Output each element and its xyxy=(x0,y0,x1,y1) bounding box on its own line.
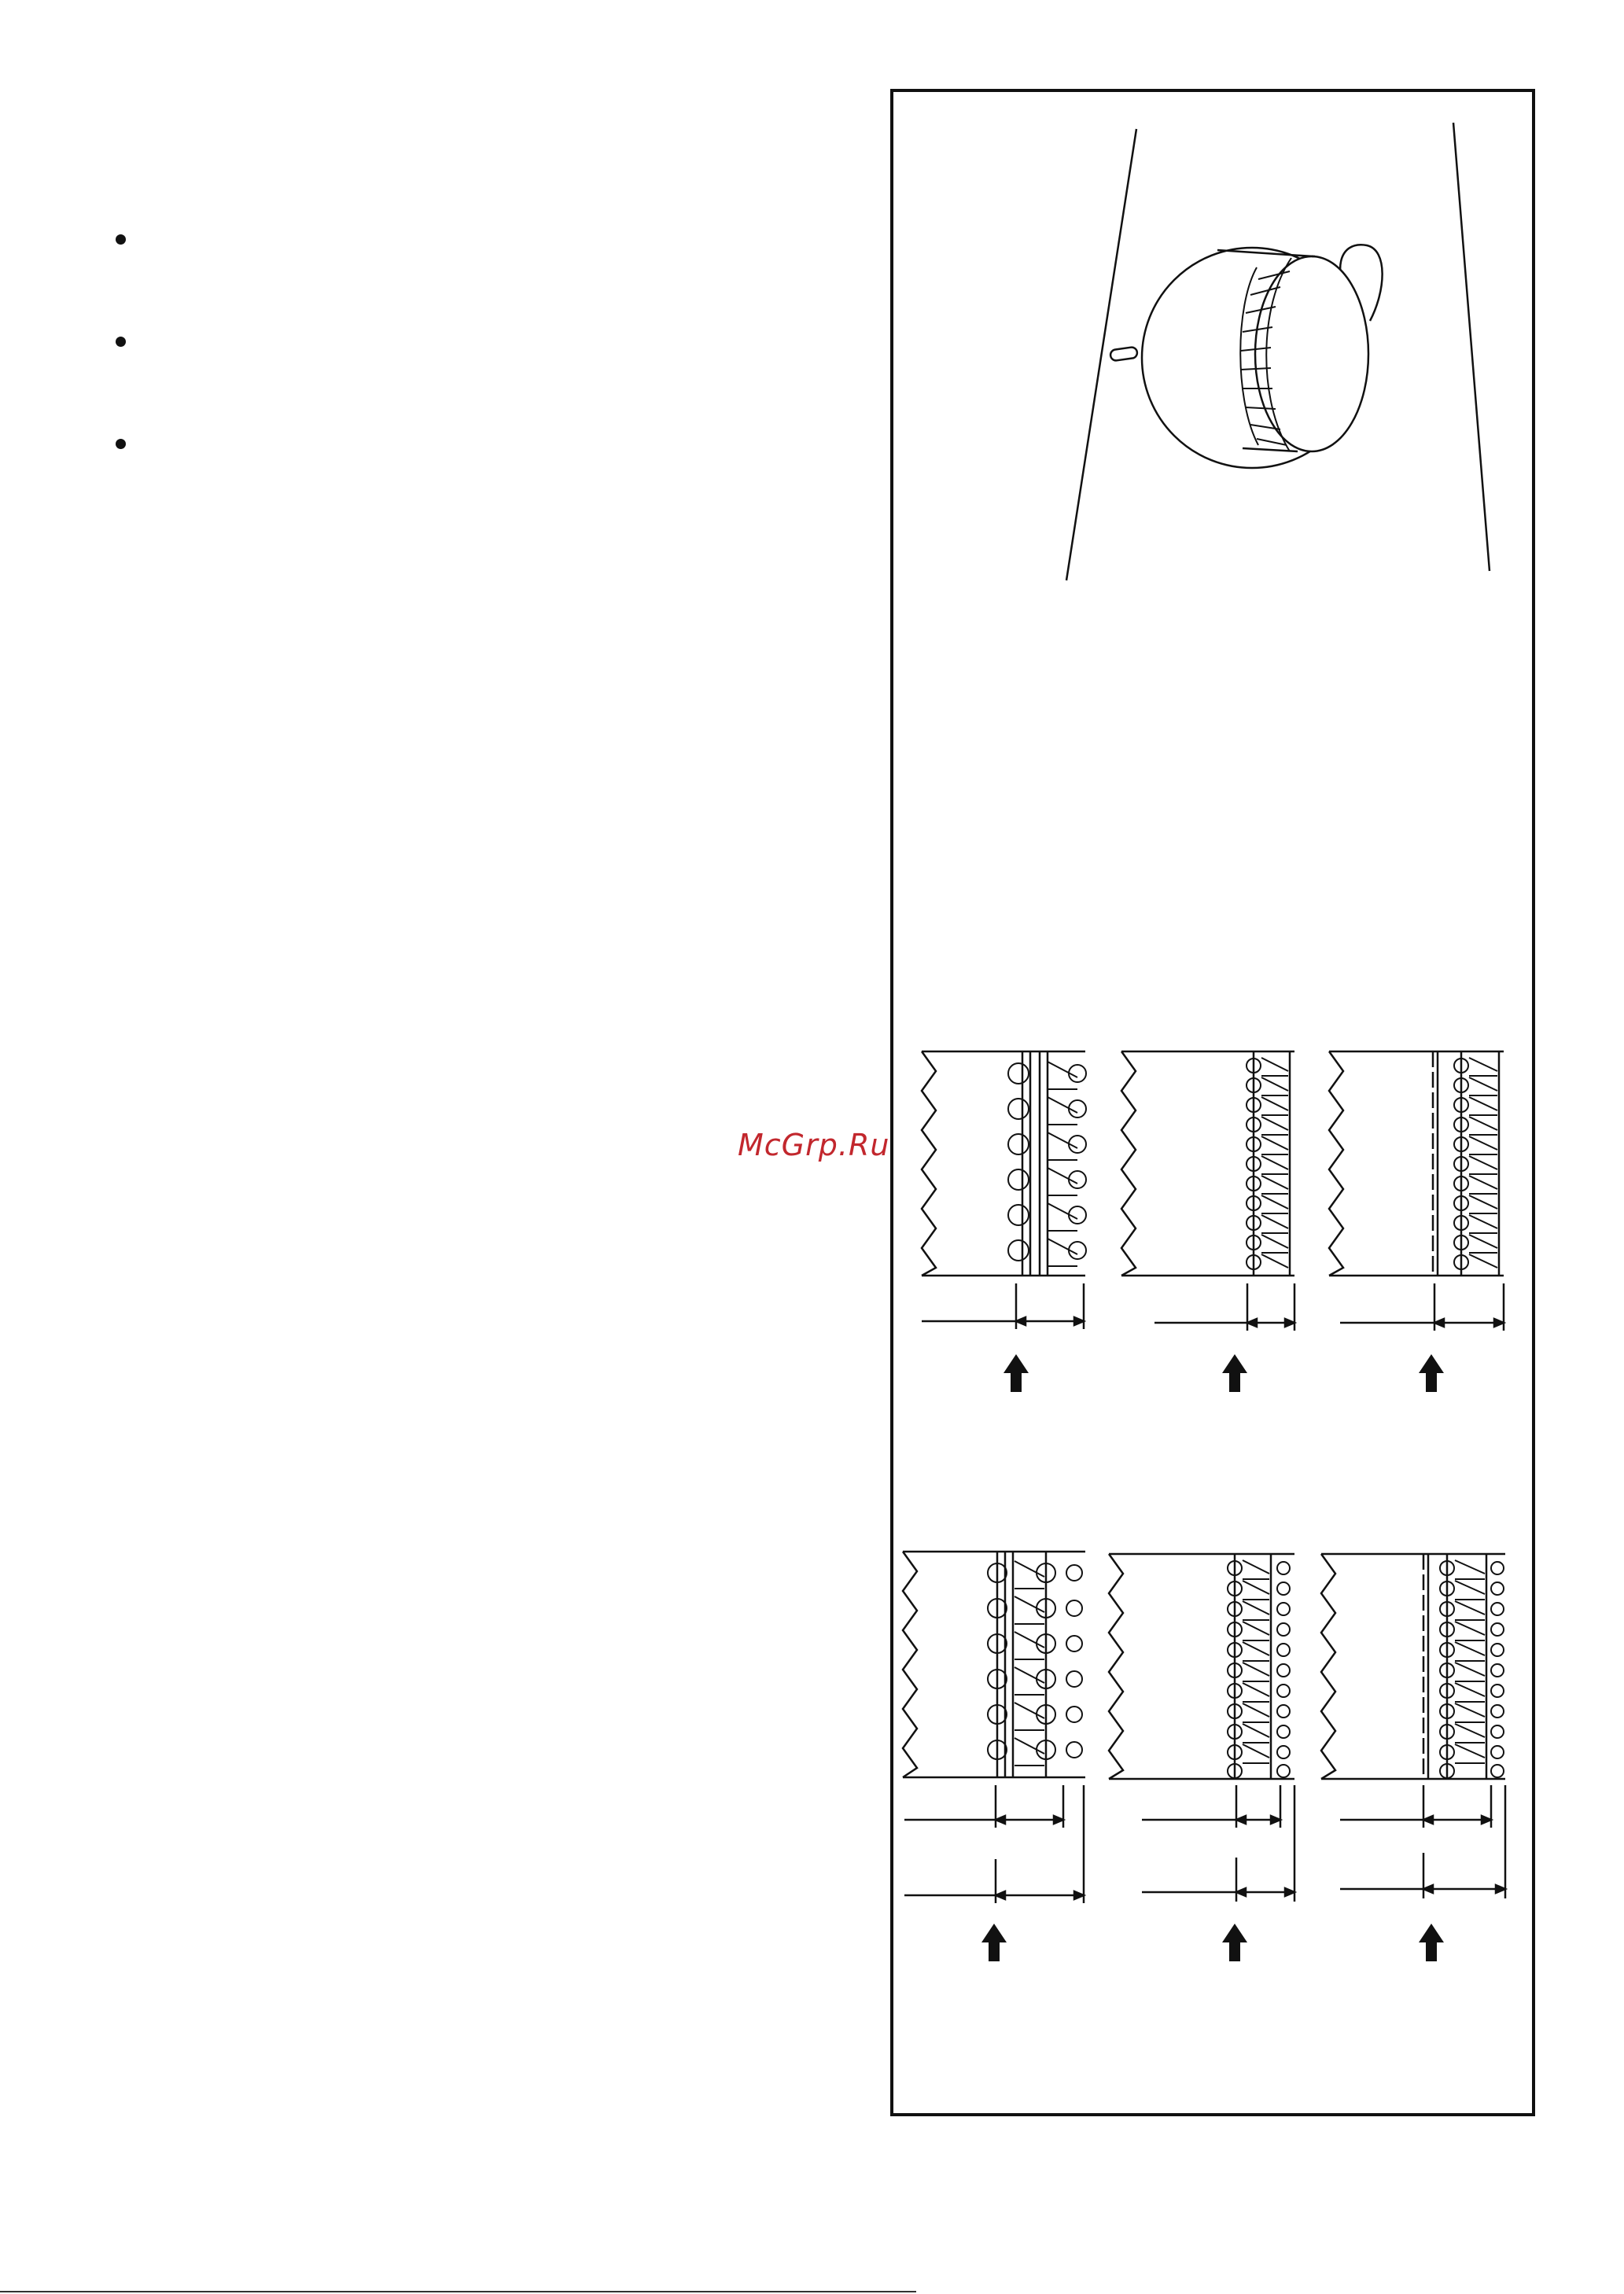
up-arrow-icon xyxy=(1003,1354,1029,1392)
bullet-marker xyxy=(116,439,126,449)
bottom-rule xyxy=(0,2291,916,2292)
stitch-sample-d xyxy=(903,1552,1085,1903)
stitch-sample-f xyxy=(1321,1554,1505,1898)
up-arrow-icon xyxy=(1419,1924,1444,1961)
up-arrow-icon xyxy=(981,1924,1007,1961)
up-arrow-icon xyxy=(1419,1354,1444,1392)
bullet-marker xyxy=(116,234,126,245)
bullet-marker xyxy=(116,337,126,347)
figure-frame xyxy=(892,90,1534,2115)
watermark: McGrp.Ru xyxy=(738,1128,890,1162)
up-arrow-icon xyxy=(1222,1924,1247,1961)
stitch-sample-e xyxy=(1109,1554,1294,1902)
bullet-list xyxy=(0,0,865,550)
stitch-sample-c xyxy=(1329,1051,1504,1331)
stitch-sample-a xyxy=(922,1051,1086,1329)
up-arrow-icon xyxy=(1222,1354,1247,1392)
tension-dial-icon xyxy=(1066,123,1490,580)
stitch-sample-b xyxy=(1121,1051,1294,1331)
